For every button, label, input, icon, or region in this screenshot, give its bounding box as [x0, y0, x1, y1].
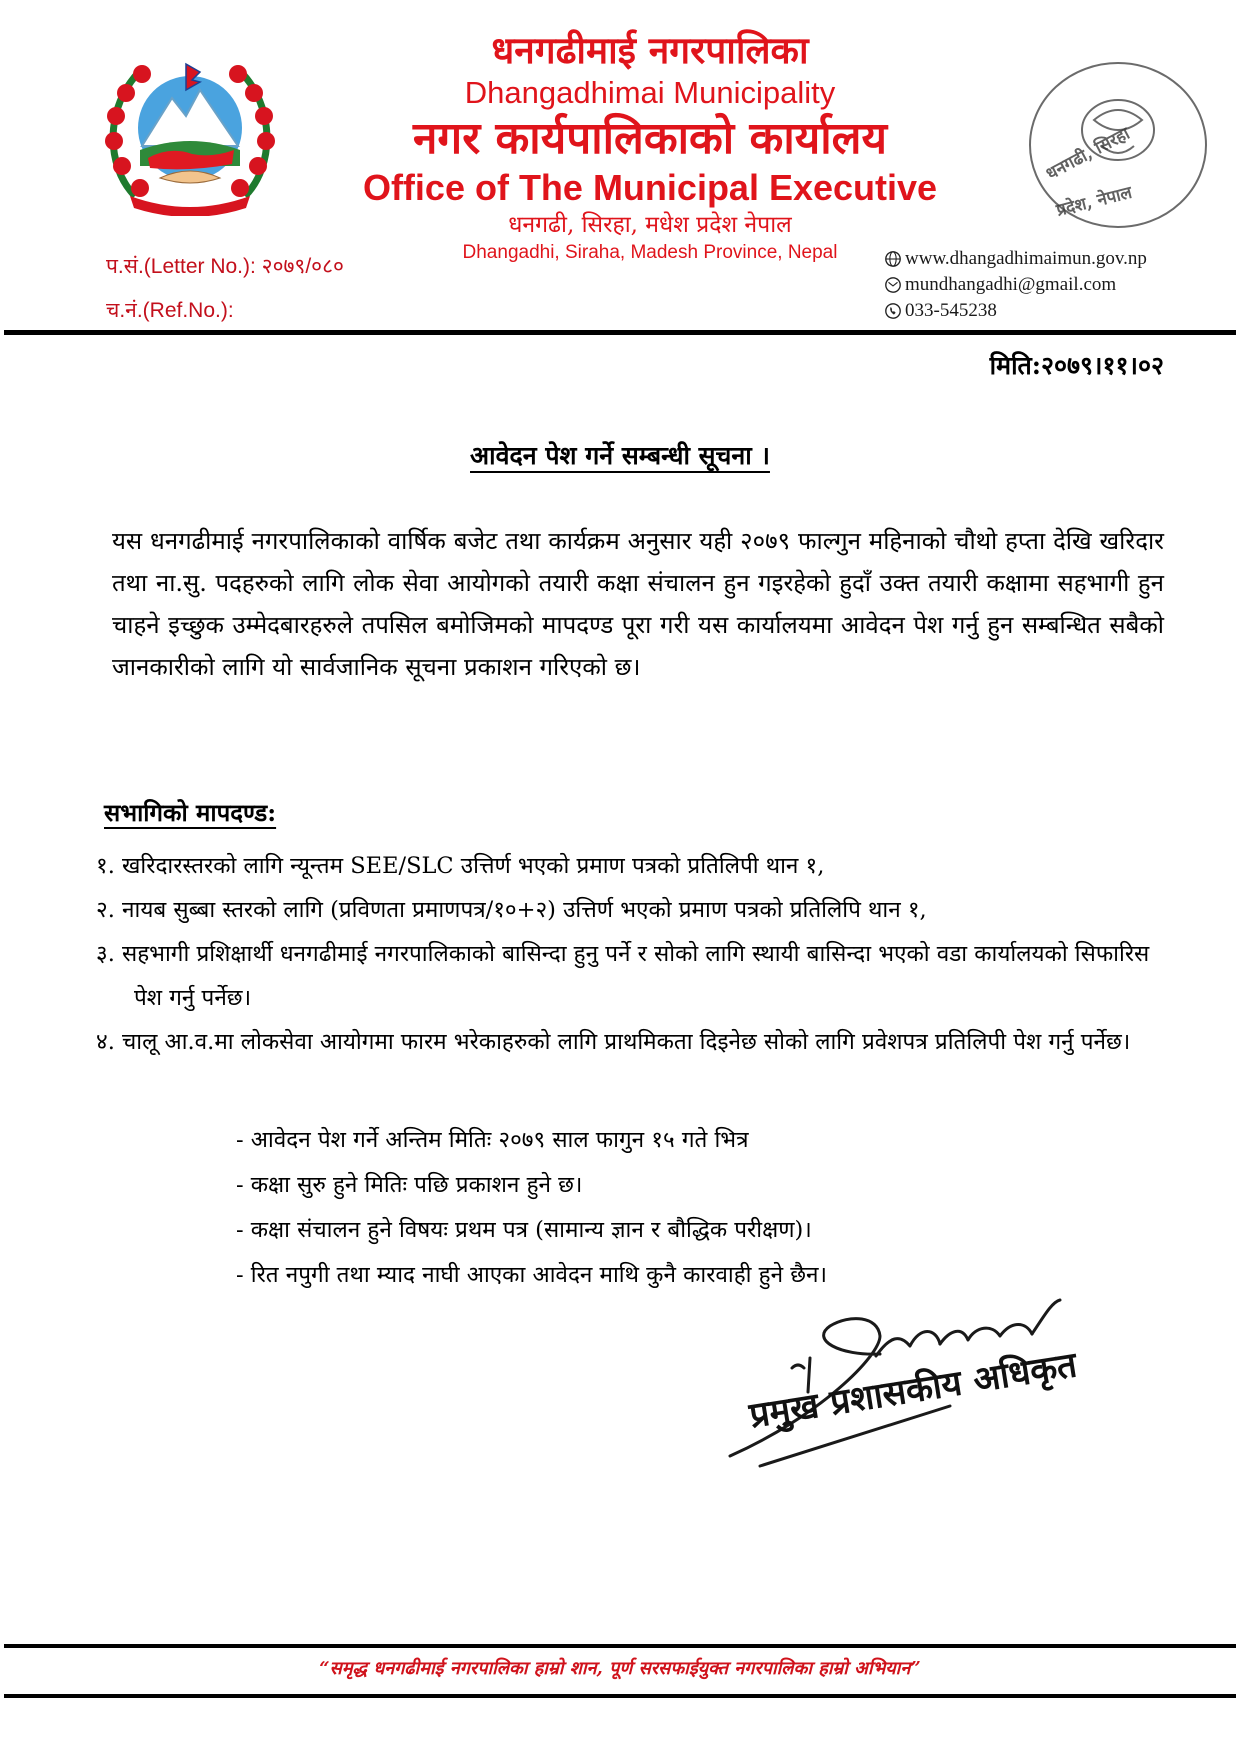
footer-divider-top	[4, 1644, 1236, 1648]
office-letterhead	[300, 26, 1000, 266]
note-item: - रित नपुगी तथा म्याद नाघी आएका आवेदन माथि कुनै कारवाही हुने छैन।	[236, 1262, 828, 1288]
footer-divider-bottom	[4, 1694, 1236, 1698]
svg-text:धनगढी, सिरहा: धनगढी, सिरहा	[1042, 123, 1134, 185]
criteria-heading: सभागिको मापदण्ड:	[104, 798, 277, 827]
note-item: - आवेदन पेश गर्ने अन्तिम मितिः २०७९ साल फागुन १५ गते भित्र	[236, 1127, 749, 1153]
notice-paragraph: यस धनगढीमाई नगरपालिकाको वार्षिक बजेट तथा कार्यक्रम अनुसार यही २०७९ फाल्गुन महिनाको चौथो हप्ता देखि खरिदार तथा ना.सु. पदहरुको लागि लोक सेवा आयोगको तयारी कक्षा संचालन हुन गइरहेको हुदाँ उक्त तयारी कक्षामा सहभागी हुन चाहने इच्छुक उम्मेदबारहरुले तपसिल बमोजिमको मापदण्ड पूरा गरी यस कार्यालयमा आवेदन पेश गर्नु हुन सम्बन्धित सबैको जानकारीको लागि यो सार्वजानिक सूचना प्रकाशन गरिएको छ।	[112, 527, 1164, 681]
office-name-english: Office of The Municipal Executive	[362, 167, 938, 208]
letter-number: प.सं.(Letter No.): २०७९/०८०	[106, 255, 344, 278]
criteria-item: ४. चालू आ.व.मा लोकसेवा आयोगमा फारम भरेकाहरुको लागि प्राथमिकता दिइनेछ सोको लागि प्रवेशपत्र प्रतिलिपी पेश गर्नु पर्नेछ।	[96, 1029, 1131, 1055]
phone-row	[884, 298, 1147, 324]
municipality-name-english: Dhangadhimai Municipality	[464, 75, 836, 110]
address-nepali: धनगढी, सिरहा, मधेश प्रदेश नेपाल	[508, 212, 792, 238]
criteria-item: २. नायब सुब्बा स्तरको लागि (प्रविणता प्रमाणपत्र/१०+२) उत्तिर्ण भएको प्रमाण पत्रको प्रतिलिपि थान १,	[96, 897, 927, 923]
reference-number: च.नं.(Ref.No.):	[106, 299, 234, 322]
note-item: - कक्षा संचालन हुने विषयः प्रथम पत्र (सामान्य ज्ञान र बौद्धिक परीक्षण)।	[236, 1217, 812, 1243]
address-english: Dhangadhi, Siraha, Madesh Province, Nepal	[462, 242, 838, 263]
website-link[interactable]: www.dhangadhimaimun.gov.np	[905, 248, 1147, 269]
signatory-title: प्रमुख प्रशासकीय अधिकृत	[746, 1344, 1080, 1437]
email-link[interactable]: mundhangadhi@gmail.com	[905, 274, 1117, 295]
email-row	[884, 272, 1147, 298]
contact-block	[884, 246, 1147, 324]
phone-number[interactable]: 033-545238	[905, 300, 997, 321]
municipality-name-nepali: धनगढीमाई नगरपालिका	[491, 28, 809, 72]
phone-icon	[884, 302, 902, 320]
notes-list	[236, 1118, 827, 1298]
nepal-emblem-logo	[100, 46, 280, 216]
criteria-list	[96, 844, 1176, 1064]
notice-title: आवेदन पेश गर्ने सम्बन्धी सूचना ।	[470, 441, 770, 470]
svg-text:प्रदेश, नेपाल: प्रदेश, नेपाल	[1054, 182, 1135, 221]
website-row	[884, 246, 1147, 272]
notice-title-block	[0, 438, 1240, 472]
globe-icon	[884, 250, 902, 268]
footer-slogan: “समृद्ध धनगढीमाई नगरपालिका हाम्रो शान, पूर्ण सरसफाईयुक्त नगरपालिका हाम्रो अभियान”	[319, 1658, 921, 1679]
note-item: - कक्षा सुरु हुने मितिः पछि प्रकाशन हुने छ।	[236, 1172, 583, 1198]
office-seal-stamp	[1018, 50, 1218, 240]
header-divider	[4, 330, 1236, 335]
criteria-item: १. खरिदारस्तरको लागि न्यून्तम SEE/SLC उत्तिर्ण भएको प्रमाण पत्रको प्रतिलिपी थान १,	[96, 853, 825, 879]
notice-date: मिति:२०७९।११।०२	[989, 351, 1164, 380]
criteria-item: ३. सहभागी प्रशिक्षार्थी धनगढीमाई नगरपालिकाको बासिन्दा हुनु पर्ने र सोको लागि स्थायी बासिन्दा भएको वडा कार्यालयको सिफारिस पेश गर्नु पर्नेछ।	[96, 941, 1150, 1011]
email-icon	[884, 276, 902, 294]
office-name-nepali: नगर कार्यपालिकाको कार्यालय	[413, 113, 887, 164]
